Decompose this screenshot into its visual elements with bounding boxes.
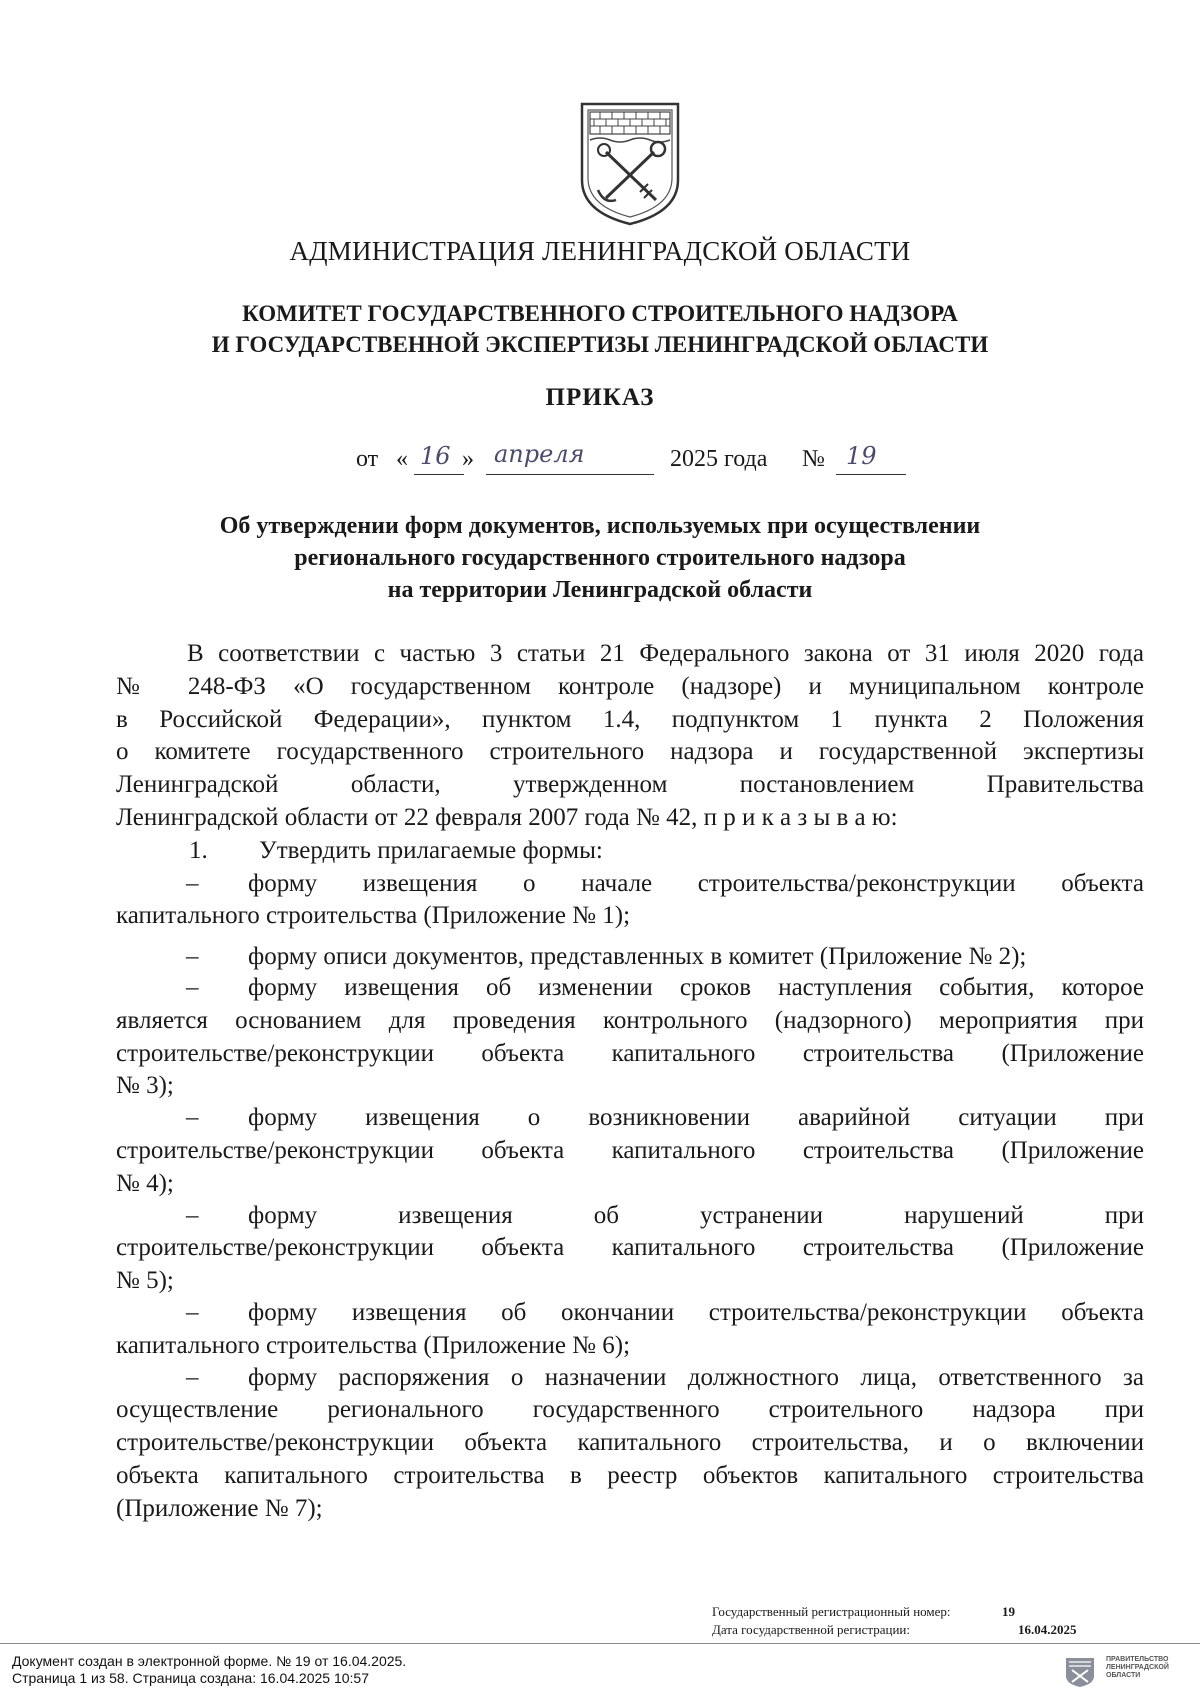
number-sign: № <box>802 446 825 472</box>
intro-line: Ленинградской области от 22 февраля 2007 года № 42, п р и к а з ы в а ю: <box>116 803 898 831</box>
form-item-7: – форму распоряжения о назначении должностного лица, ответственного за <box>186 1363 1144 1391</box>
intro-line: в Российской Федерации», пунктом 1.4, подпунктом 1 пункта 2 Положения <box>116 705 1144 733</box>
month-underline <box>486 474 654 475</box>
footer-text <box>12 1653 406 1687</box>
subject-line-2: регионального государственного строительного надзора <box>294 545 906 571</box>
committee-line-1: КОМИТЕТ ГОСУДАРСТВЕННОГО СТРОИТЕЛЬНОГО НАДЗОРА <box>242 301 958 326</box>
administration-title: АДМИНИСТРАЦИЯ ЛЕНИНГРАДСКОЙ ОБЛАСТИ <box>289 236 911 266</box>
form-item-3: – форму извещения об изменении сроков наступления события, которое <box>186 973 1144 1001</box>
date-month: апреля <box>494 440 585 468</box>
committee-line-2: И ГОСУДАРСТВЕННОЙ ЭКСПЕРТИЗЫ ЛЕНИНГРАДСКОЙ ОБЛАСТИ <box>211 332 989 357</box>
registration-number-value: 19 <box>1002 1604 1015 1619</box>
date-close-quote: » <box>462 446 474 472</box>
date-open-quote: « <box>396 446 408 472</box>
registration-number-label: Государственный регистрационный номер: <box>712 1604 951 1619</box>
item-1: 1. Утвердить прилагаемые формы: <box>189 836 603 864</box>
intro-line: Ленинградской области, утвержденном постановлением Правительства <box>116 771 1144 799</box>
committee-title <box>0 298 1200 360</box>
order-number: 19 <box>846 442 877 470</box>
government-name: ПРАВИТЕЛЬСТВО ЛЕНИНГРАДСКОЙ ОБЛАСТИ <box>1106 1656 1169 1679</box>
intro-line: В соответствии с частью 3 статьи 21 Федерального закона от 31 июля 2020 года <box>187 640 1144 667</box>
leningrad-oblast-coat-of-arms-icon <box>578 100 682 228</box>
form-item-5: – форму извещения об устранении нарушений при <box>186 1201 1144 1229</box>
document-type: ПРИКАЗ <box>545 384 655 411</box>
intro-line: о комитете государственного строительного надзора и государственной экспертизы <box>116 738 1144 766</box>
registration-date-value: 16.04.2025 <box>1018 1622 1077 1637</box>
date-prefix: от <box>356 446 379 472</box>
date-day: 16 <box>420 442 451 470</box>
document-footer <box>0 1643 1200 1699</box>
intro-line: № 248-ФЗ «О государственном контроле (надзоре) и муниципальном контроле <box>116 672 1144 700</box>
form-item-2: – форму описи документов, представленных в комитет (Приложение № 2); <box>186 943 1027 971</box>
order-subject <box>120 510 1080 606</box>
order-date-line <box>0 440 1200 486</box>
form-item-1: – форму извещения о начале строительства/реконструкции объекта <box>186 869 1144 897</box>
footer-line-2: Страница 1 из 58. Страница создана: 16.04.2025 10:57 <box>12 1670 369 1686</box>
number-underline <box>836 474 906 475</box>
subject-line-1: Об утверждении форм документов, используемых при осуществлении <box>219 513 981 539</box>
date-year: 2025 года <box>670 446 768 472</box>
subject-line-3: на территории Ленинградской области <box>387 577 813 603</box>
registration-date-label: Дата государственной регистрации: <box>712 1622 910 1637</box>
form-item-6: – форму извещения об окончании строительства/реконструкции объекта <box>186 1298 1144 1326</box>
registration-info <box>712 1603 1092 1639</box>
leningrad-government-logo-icon <box>1064 1656 1096 1688</box>
order-body: В соответствии с частью 3 статьи 21 Федерального закона от 31 июля 2020 года № 248-ФЗ «О государственном контроле (надзоре) и муниципальном контроле в Российской Федерации», пунктом 1.4, подпунктом 1 пункта 2 Положения о комитете государственного строительного надзора и государственной экспертизы Ленинградской области, утвержденном постановлением Правительства Ленинградской области от 22 февраля 2007 года № 42, п р и к а з ы в а ю: 1. Утвердить прилагаемые формы: – форму извещения о начале строительства/реконструкции объекта капитального строительства (Приложение № 1); – форму описи документов, представленных в комитет (Приложение № 2); – форму извещения об изменении сроков наступления события, которое является основанием для проведения контрольного (надзорного) мероприятия при строительстве/реконструкции объекта капитального строительства (Приложение № 3); – форму извещения о возникновении аварийной ситуации при строительстве/реконструкции объекта капитального строительства (Приложение № 4); – форму извещения об устранении нарушений при строительстве/реконструкции объекта капитального строительства (Приложение № 5); – форму извещения об окончании строительства/реконструкции объекта капитального строительства (Приложение № 6); – форму распоряжения о назначении должностного лица, ответственного за осуществление регионального государственного строительного надзора при строительстве/реконструкции объекта капитального строительства, и о включении объекта капитального строительства в реестр объектов капитального строительства (Приложение № 7); <box>116 640 1144 1522</box>
form-item-4: – форму извещения о возникновении аварийной ситуации при <box>186 1104 1144 1132</box>
day-underline <box>414 474 464 475</box>
footer-line-1: Документ создан в электронной форме. № 19 от 16.04.2025. <box>12 1653 407 1669</box>
